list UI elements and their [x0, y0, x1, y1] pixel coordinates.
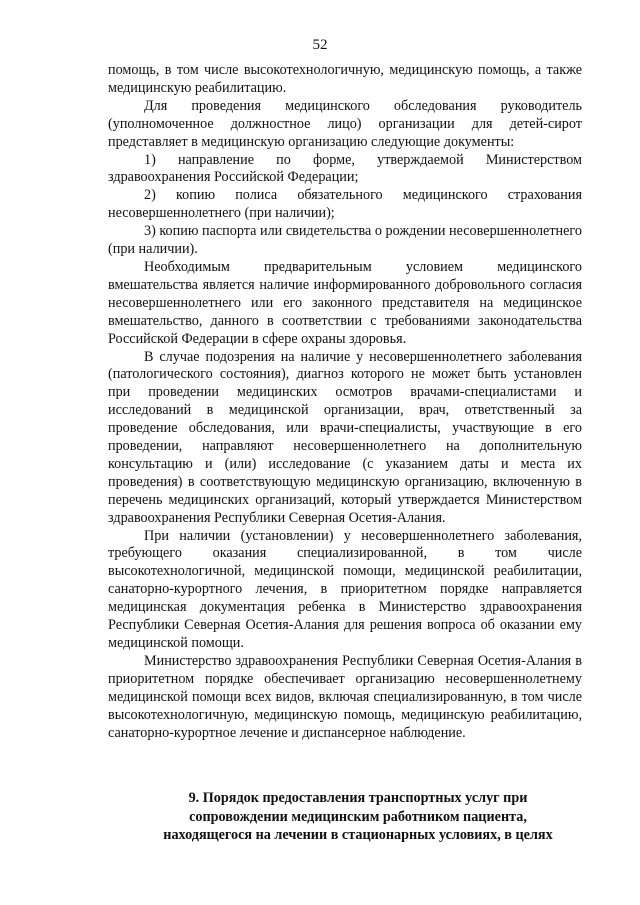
- paragraph-documents-intro: Для проведения медицинского обследования руководитель (уполномоченное должностное лицо) организации для детей-сирот представляет в медицинскую организацию следующие документы:: [108, 97, 582, 150]
- section-heading-line: 9. Порядок предоставления транспортных услуг при: [188, 790, 528, 806]
- paragraph-ministry: Министерство здравоохранения Республики Северная Осетия-Алания в приоритетном порядке обеспечивает организацию несовершеннолетнему медицинской помощи всех видов, включая специализированную, в том числе высокотехнологичную, медицинскую помощь, медицинскую реабилитацию, санаторно-курортное лечение и диспансерное наблюдение.: [108, 652, 582, 741]
- section-heading: [150, 789, 566, 845]
- page-number: 52: [312, 37, 328, 53]
- section-heading-line: сопровождении медицинским работником пациента,: [189, 808, 527, 825]
- list-item-passport-copy: 3) копию паспорта или свидетельства о рождении несовершеннолетнего (при наличии).: [108, 223, 582, 258]
- paragraph-specialized-care: При наличии (установлении) у несовершеннолетнего заболевания, требующего оказания специализированной, в том числе высокотехнологичной, медицинской помощи, медицинской реабилитации, санаторно-курортного лечения, в приоритетном порядке направляется медицинская документация ребенка в Министерство здравоохранения Республики Северная Осетия-Алания для решения вопроса об оказании ему медицинской помощи.: [108, 527, 582, 651]
- body-text: [108, 62, 582, 742]
- section-heading-line: находящегося на лечении в стационарных условиях, в целях: [163, 827, 553, 843]
- paragraph-consent: Необходимым предварительным условием медицинского вмешательства является наличие информированного добровольного согласия несовершеннолетнего или его законного представителя на медицинское вмешательство, данного в соответствии с требованиями законодательства Российской Федерации в сфере охраны здоровья.: [108, 258, 582, 347]
- paragraph-continuation: помощь, в том числе высокотехнологичную, медицинскую помощь, а также медицинскую реабилитацию.: [108, 62, 582, 96]
- list-item-insurance-copy: 2) копию полиса обязательного медицинского страхования несовершеннолетнего (при наличии);: [108, 187, 582, 222]
- list-item-referral: 1) направление по форме, утверждаемой Министерством здравоохранения Российской Федерации;: [108, 151, 582, 186]
- paragraph-suspicion: В случае подозрения на наличие у несовершеннолетнего заболевания (патологического состояния), диагноз которого не может быть установлен при проведении медицинских осмотров врачами-специалистами и исследований в медицинской организации, врач, ответственный за проведение обследования, или врачи-специалисты, участвующие в его проведении, направляют несовершеннолетнего на дополнительную консультацию и (или) исследование (с указанием даты и места их проведения) в соответствующую медицинскую организацию, включенную в перечень медицинских организаций, который утверждается Министерством здравоохранения Республики Северная Осетия-Алания.: [108, 348, 582, 526]
